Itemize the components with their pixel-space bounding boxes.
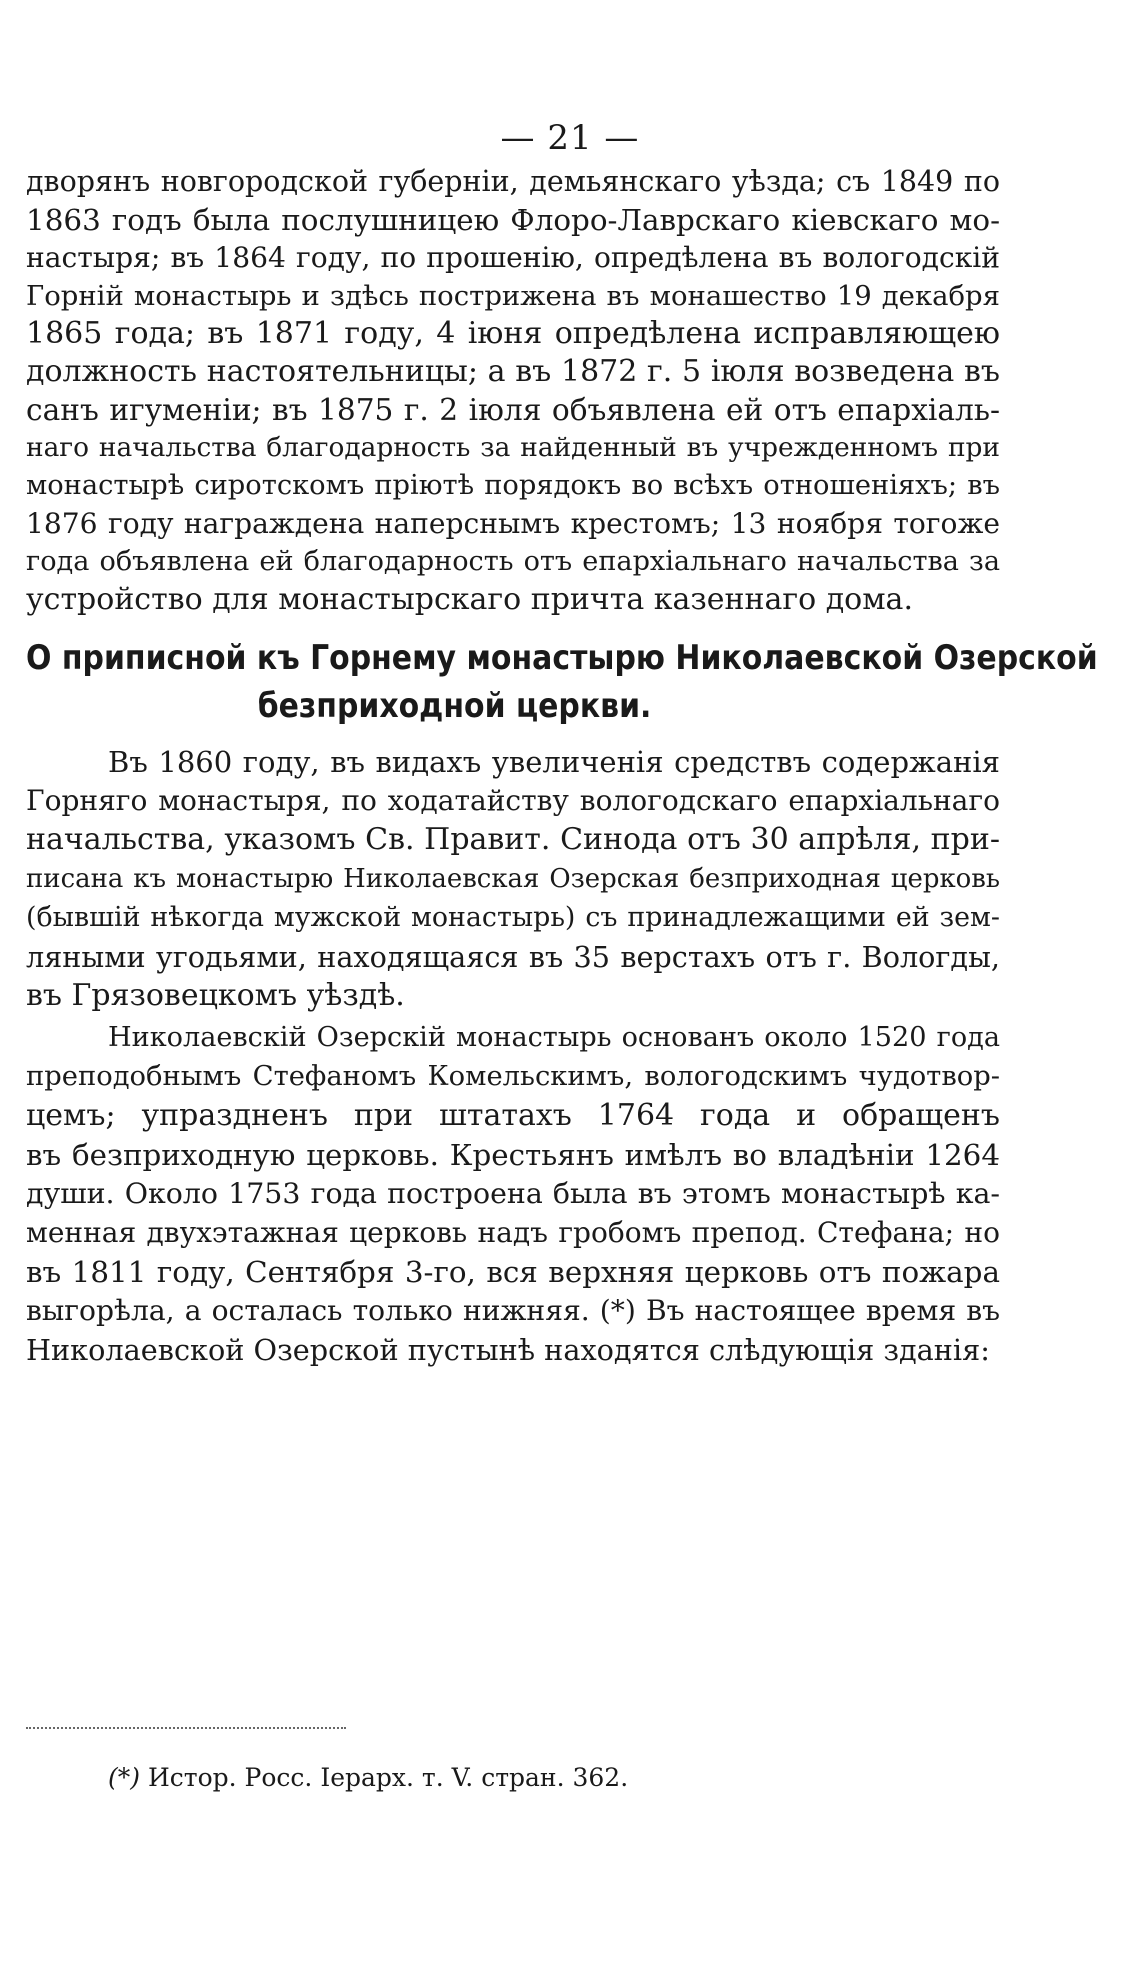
text-line: 1865 года; въ 1871 году, 4 іюня опредѣлена исправляющею [26, 316, 1000, 351]
text-line: года объявлена ей благодарность отъ епархіальнаго начальства за [26, 546, 1000, 577]
footnote-mark: (*) [108, 1763, 141, 1792]
text-line: устройство для монастырскаго причта казеннаго дома. [26, 582, 913, 617]
text-line: преподобнымъ Стефаномъ Комельскимъ, вологодскимъ чудотвор- [26, 1061, 1000, 1092]
text-line: цемъ; упраздненъ при штатахъ 1764 года и обращенъ [26, 1098, 1000, 1133]
text-line: наго начальства благодарность за найденный въ учрежденномъ при [26, 433, 1000, 463]
text-line: (бывшій нѣкогда мужской монастырь) съ принадлежащими ей зем- [26, 902, 1000, 933]
footnote [108, 1762, 628, 1794]
text-line: менная двухэтажная церковь надъ гробомъ препод. Стефана; но [26, 1216, 1000, 1249]
text-line: монастырѣ сиротскомъ пріютѣ порядокъ во всѣхъ отношеніяхъ; въ [26, 470, 1000, 501]
text-line: въ 1811 году, Сентября 3-го, вся верхняя церковь отъ пожара [26, 1255, 1000, 1289]
text-line: настыря; въ 1864 году, по прошенію, опредѣлена въ вологодскій [26, 241, 1000, 274]
text-line: санъ игуменіи; въ 1875 г. 2 іюля объявлена ей отъ епархіаль- [26, 392, 1000, 427]
text-line: выгорѣла, а осталась только нижняя. (*) Въ настоящее время въ [26, 1294, 1000, 1327]
text-line: Въ 1860 году, въ видахъ увеличенія средствъ содержанія [108, 745, 1000, 779]
text-line: Горняго монастыря, по ходатайству вологодскаго епархіальнаго [26, 784, 1000, 817]
text-line: 1876 году награждена наперснымъ крестомъ; 13 ноября тогоже [26, 507, 1000, 540]
text-line: въ Грязовецкомъ уѣздѣ. [26, 978, 405, 1013]
text-line: дворянъ новгородской губерніи, демьянскаго уѣзда; съ 1849 по [26, 165, 1000, 198]
text-line: 1863 годъ была послушницею Флоро-Лаврскаго кіевскаго мо- [26, 203, 1000, 237]
heading-line: О приписной къ Горнему монастырю Николаевской Озерской [26, 638, 1098, 678]
text-line: души. Около 1753 года построена была въ этомъ монастырѣ ка- [26, 1177, 1000, 1210]
text-line: Николаевскій Озерскій монастырь основанъ около 1520 года [108, 1022, 1000, 1053]
text-line: писана къ монастырю Николаевская Озерская безприходная церковь [26, 864, 1000, 894]
text-line: начальства, указомъ Св. Правит. Синода отъ 30 апрѣля, при- [26, 822, 1000, 857]
page-number: — 21 — [500, 118, 640, 158]
text-line: должность настоятельницы; а въ 1872 г. 5 іюля возведена въ [26, 354, 1000, 389]
heading-line: безприходной церкви. [257, 686, 652, 726]
footnote-divider [26, 1727, 346, 1729]
footnote-text: Истор. Росс. Іерарх. т. V. стран. 362. [147, 1763, 629, 1792]
text-line: ляными угодьями, находящаяся въ 35 верстахъ отъ г. Вологды, [26, 940, 1000, 974]
text-line: въ безприходную церковь. Крестьянъ имѣлъ во владѣніи 1264 [26, 1138, 1000, 1172]
text-line: Горній монастырь и здѣсь пострижена въ монашество 19 декабря [26, 280, 1000, 312]
text-line: Николаевской Озерской пустынѣ находятся слѣдующія зданія: [26, 1333, 990, 1367]
